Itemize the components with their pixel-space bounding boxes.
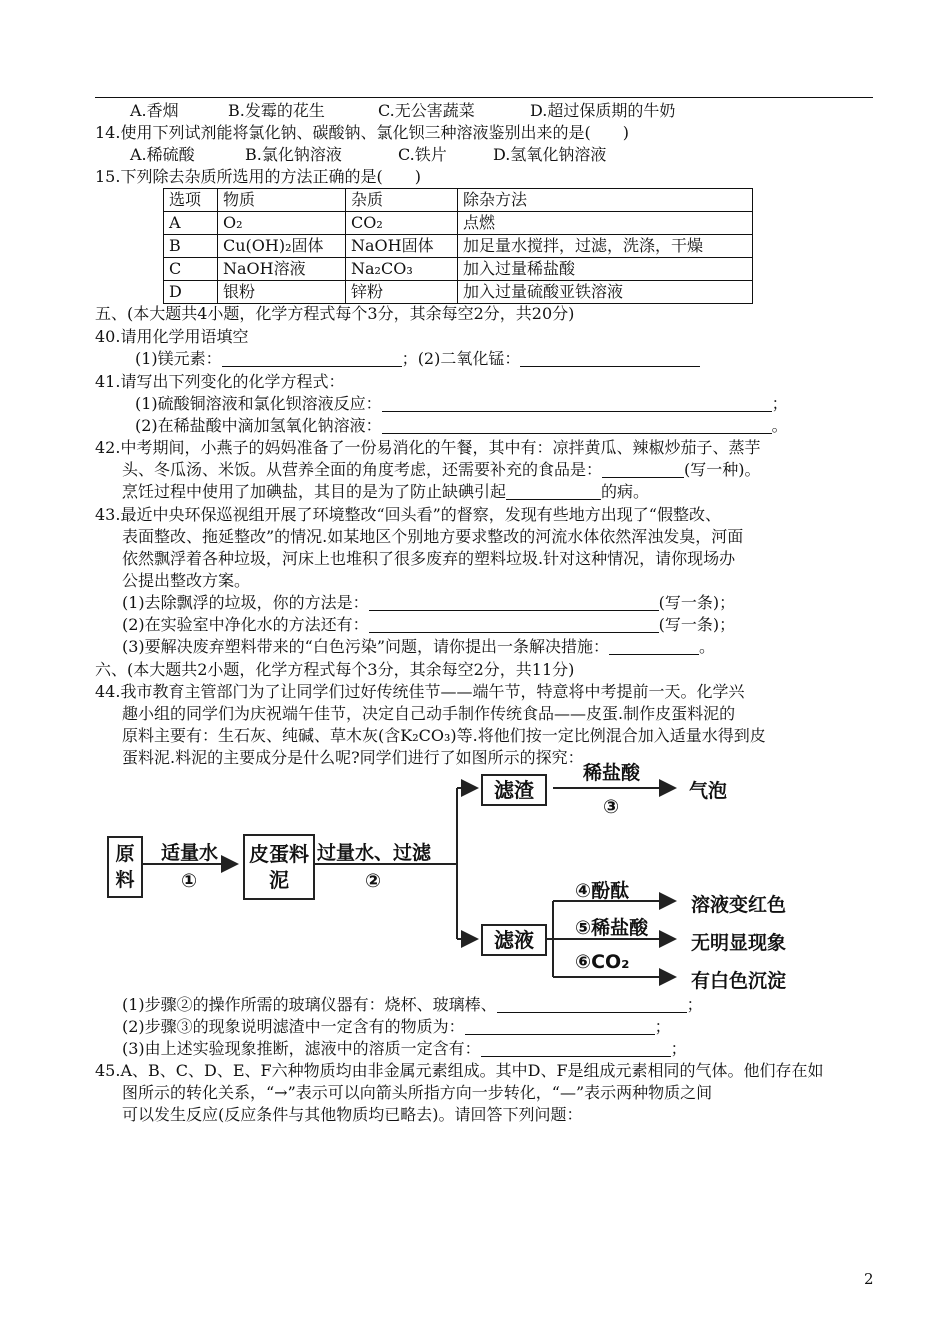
table-cell: Cu(OH)₂固体: [218, 235, 346, 258]
q43-part1-end: (写一条)；: [658, 593, 736, 612]
step2-number: ②: [365, 870, 382, 892]
page-number: 2: [864, 1270, 874, 1288]
q43-part2: [122, 614, 735, 636]
q41-blank1[interactable]: [382, 395, 772, 412]
egg-mud-box: 皮蛋料泥: [243, 834, 315, 900]
q13-options: [130, 100, 675, 122]
q44-blank1[interactable]: [497, 996, 687, 1013]
q45-line3: 可以发生反应(反应条件与其他物质均已略去)。请回答下列问题：: [122, 1105, 583, 1124]
table-cell: B: [164, 235, 218, 258]
q14-option-c: C.铁片: [398, 145, 447, 164]
table-row: [164, 258, 753, 281]
q43-blank2[interactable]: [369, 616, 659, 633]
q40-stem: 40.请用化学用语填空: [95, 327, 249, 346]
q43-line1: 43.最近中央环保巡视组开展了环境整改“回头看”的督察，发现有些地方出现了“假整改、: [95, 505, 721, 524]
table-header-row: [164, 189, 753, 212]
test6-result: 有白色沉淀: [691, 970, 787, 992]
raw-material-box: 原料: [107, 836, 143, 898]
q40-answers: [135, 348, 700, 370]
q40-blank1[interactable]: [222, 350, 402, 367]
bubbles-result: 气泡: [689, 780, 728, 802]
table-header-cell: 选项: [164, 189, 218, 212]
q44-line4: 蛋料泥.料泥的主要成分是什么呢?同学们进行了如图所示的探究：: [122, 748, 584, 767]
q43-line4: 公提出整改方案。: [122, 571, 251, 590]
q41-part1: [135, 393, 788, 415]
q43-blank1[interactable]: [369, 594, 659, 611]
test5-label: ⑤稀盐酸: [575, 917, 649, 939]
q42-line1: 42.中考期间，小燕子的妈妈准备了一份易消化的午餐，其中有：凉拌黄瓜、辣椒炒茄子、蒸芋: [95, 438, 761, 457]
q43-part3-end: 。: [699, 637, 716, 656]
q42-line2: [122, 459, 761, 481]
q14-stem: 14.使用下列试剂能将氯化钠、碳酸钠、氯化钡三种溶液鉴别出来的是( ): [95, 123, 629, 142]
table-cell: 加入过量稀盐酸: [458, 258, 753, 281]
q41-part2-end: 。: [771, 416, 788, 435]
table-cell: 银粉: [218, 281, 346, 304]
q43-part3: [122, 636, 715, 658]
table-cell: NaOH固体: [346, 235, 458, 258]
q44-part3: [122, 1038, 687, 1060]
header-rule: [95, 97, 873, 98]
table-header-cell: 杂质: [346, 189, 458, 212]
table-cell: 加足量水搅拌，过滤，洗涤，干燥: [458, 235, 753, 258]
q41-part1-end: ；: [771, 394, 788, 413]
q43-part2-end: (写一条)；: [658, 615, 736, 634]
table-cell: 锌粉: [346, 281, 458, 304]
section5-heading: 五、(本大题共4小题，化学方程式每个3分，其余每空2分，共20分): [95, 304, 575, 323]
q42-line2-text: 头、冬瓜汤、米饭。从营养全面的角度考虑，还需要补充的食品是：: [122, 460, 603, 479]
q41-part2-text: (2)在稀盐酸中滴加氢氧化钠溶液：: [135, 416, 382, 435]
q40-part1: (1)镁元素：: [135, 349, 222, 368]
q15-table: [163, 188, 753, 304]
table-row: [164, 235, 753, 258]
q42-line2-end: (写一种)。: [684, 460, 761, 479]
table-cell: 加入过量硫酸亚铁溶液: [458, 281, 753, 304]
q43-part2-text: (2)在实验室中净化水的方法还有：: [122, 615, 369, 634]
q45-line2: 图所示的转化关系，“→”表示可以向箭头所指方向一步转化，“—”表示两种物质之间: [122, 1083, 713, 1102]
q13-option-d: D.超过保质期的牛奶: [530, 101, 676, 120]
q43-part1: [122, 592, 735, 614]
step3-reagent: 稀盐酸: [583, 762, 641, 784]
q14-option-b: B.氯化钠溶液: [245, 145, 342, 164]
q42-blank1[interactable]: [602, 461, 684, 478]
q40-blank2[interactable]: [520, 350, 700, 367]
q40-separator: ；: [401, 349, 418, 368]
q13-option-a: A.香烟: [130, 101, 179, 120]
test5-result: 无明显现象: [691, 932, 787, 954]
q44-part1: [122, 994, 703, 1016]
table-cell: Na₂CO₃: [346, 258, 458, 281]
q44-part2: [122, 1016, 671, 1038]
q44-part1-end: ；: [686, 995, 703, 1014]
table-row: [164, 281, 753, 304]
q43-line2: 表面整改、拖延整改”的情况.如某地区个别地方要求整改的河流水体依然浑浊发臭，河面: [122, 527, 744, 546]
q41-blank2[interactable]: [382, 417, 772, 434]
q42-line3-end: 的病。: [601, 482, 650, 501]
table-header-cell: 物质: [218, 189, 346, 212]
step1-label: 适量水: [161, 842, 219, 864]
q43-line3: 依然飘浮着各种垃圾，河床上也堆积了很多废弃的塑料垃圾.针对这种情况，请你现场办: [122, 549, 736, 568]
q41-part1-text: (1)硫酸铜溶液和氯化钡溶液反应：: [135, 394, 382, 413]
table-cell: A: [164, 212, 218, 235]
q44-part2-text: (2)步骤③的现象说明滤渣中一定含有的物质为：: [122, 1017, 465, 1036]
table-cell: D: [164, 281, 218, 304]
step2-label: 过量水、过滤: [317, 842, 432, 864]
table-cell: CO₂: [346, 212, 458, 235]
q41-part2: [135, 415, 788, 437]
q13-option-b: B.发霉的花生: [228, 101, 325, 120]
step3-number: ③: [603, 796, 620, 818]
q14-option-d: D.氢氧化钠溶液: [493, 145, 607, 164]
q45-line1: 45.A、B、C、D、E、F六种物质均由非金属元素组成。其中D、F是组成元素相同的气体。他们存在如: [95, 1061, 824, 1080]
table-cell: C: [164, 258, 218, 281]
q44-part3-end: ；: [670, 1039, 687, 1058]
q44-part1-text: (1)步骤②的操作所需的玻璃仪器有：烧杯、玻璃棒、: [122, 995, 497, 1014]
q43-blank3[interactable]: [609, 638, 699, 655]
table-cell: NaOH溶液: [218, 258, 346, 281]
q44-blank3[interactable]: [481, 1040, 671, 1057]
table-header-cell: 除杂方法: [458, 189, 753, 212]
q44-blank2[interactable]: [465, 1018, 655, 1035]
table-cell: 点燃: [458, 212, 753, 235]
q13-option-c: C.无公害蔬菜: [378, 101, 475, 120]
q41-stem: 41.请写出下列变化的化学方程式：: [95, 372, 345, 391]
q44-line2: 趣小组的同学们为庆祝端午佳节，决定自己动手制作传统食品——皮蛋.制作皮蛋料泥的: [122, 704, 736, 723]
section6-heading: 六、(本大题共2小题，化学方程式每个3分，其余每空2分，共11分): [95, 660, 575, 679]
q44-line3: 原料主要有：生石灰、纯碱、草木灰(含K₂CO₃)等.将他们按一定比例混合加入适量水得到皮: [122, 726, 766, 745]
q42-blank2[interactable]: [506, 483, 601, 500]
q44-flow-diagram: [95, 758, 815, 990]
q14-option-a: A.稀硫酸: [130, 145, 195, 164]
q44-line1: 44.我市教育主管部门为了让同学们过好传统佳节——端午节，特意将中考提前一天。化学兴: [95, 682, 745, 701]
table-cell: O₂: [218, 212, 346, 235]
step1-number: ①: [181, 870, 198, 892]
q43-part1-text: (1)去除飘浮的垃圾，你的方法是：: [122, 593, 369, 612]
table-row: [164, 212, 753, 235]
q15-stem: 15.下列除去杂质所选用的方法正确的是( ): [95, 167, 421, 186]
q40-part2: (2)二氧化锰：: [417, 349, 521, 368]
test4-result: 溶液变红色: [691, 894, 787, 916]
q44-part2-end: ；: [654, 1017, 671, 1036]
q43-part3-text: (3)要解决废弃塑料带来的“白色污染”问题，请你提出一条解决措施：: [122, 637, 610, 656]
q14-options: [130, 144, 606, 166]
test4-label: ④酚酞: [575, 880, 630, 902]
residue-box: 滤渣: [481, 774, 547, 806]
q42-line3: [122, 481, 649, 503]
q42-line3-text: 烹饪过程中使用了加碘盐，其目的是为了防止缺碘引起: [122, 482, 507, 501]
q44-part3-text: (3)由上述实验现象推断，滤液中的溶质一定含有：: [122, 1039, 481, 1058]
test6-label: ⑥CO₂: [575, 951, 630, 973]
filtrate-box: 滤液: [481, 924, 547, 956]
